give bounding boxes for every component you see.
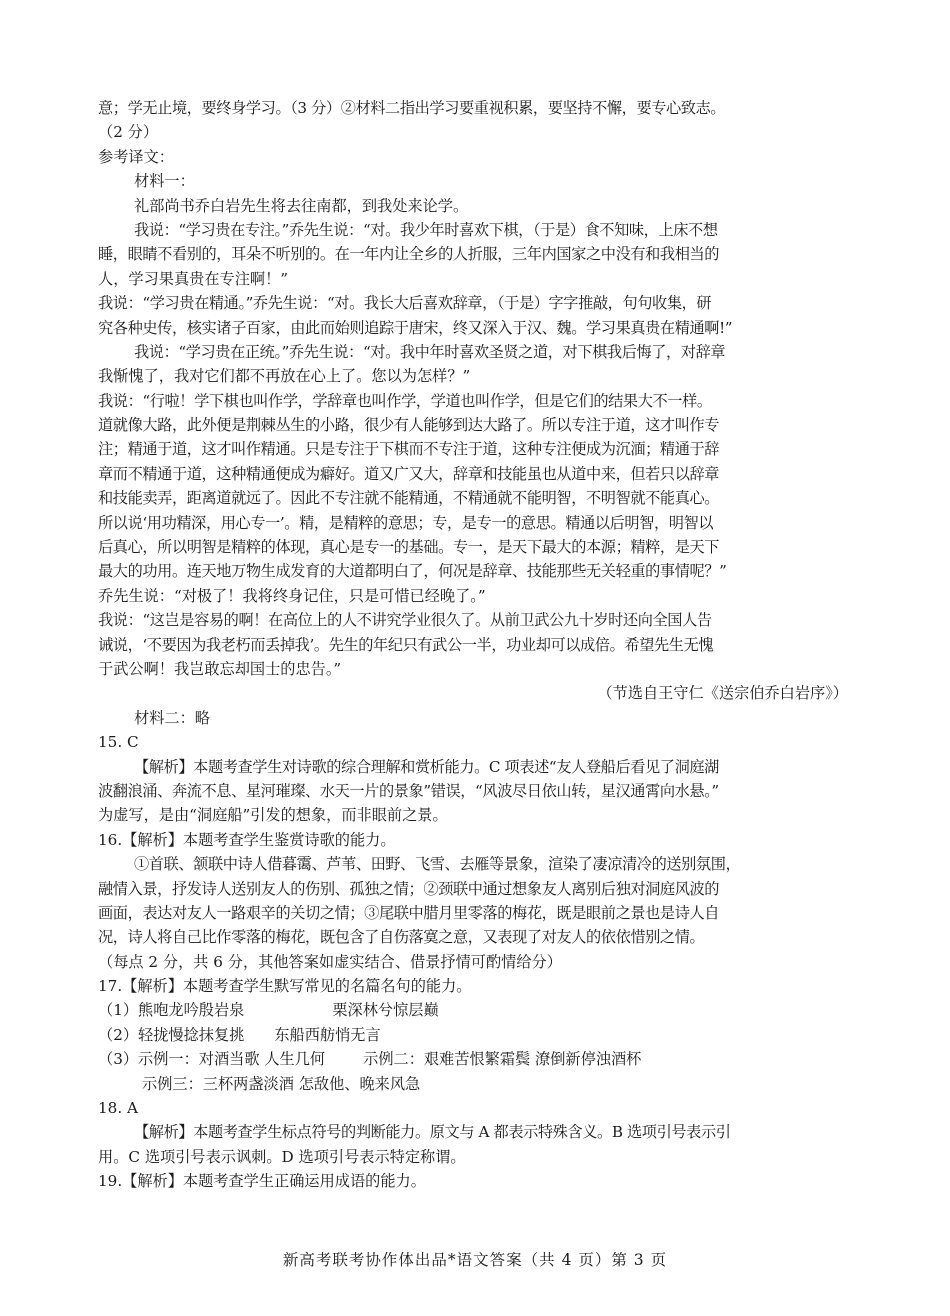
analysis-line: 【解析】本题考查学生标点符号的判断能力。原文与 A 都表示特殊含义。B 选项引号表示引 (134, 1123, 731, 1142)
answer-part: 示例二：艰难苦恨繁霜鬓 潦倒新停浊酒杯 (363, 1050, 642, 1069)
text-line: 诫说，‘不要因为我老朽而丢掉我’。先生的年纪只有武公一半，功业却可以成倍。希望先生无愧 (98, 635, 714, 654)
text-line: 后真心，所以明智是精粹的体现，真心是专一的基础。专一，是天下最大的本源；精粹，是天下 (98, 538, 720, 557)
text-line: 道就像大路，此外便是荆棘丛生的小路，很少有人能够到达大路了。所以专注于道，这才叫作专 (98, 416, 720, 435)
text-line: 章而不精通于道，这种精通便成为癖好。道又广又大，辞章和技能虽也从道中来，但若只以辞章 (98, 464, 720, 483)
text-line: 乔先生说：“对极了！我将终身记住，只是可惜已经晚了。” (98, 586, 486, 605)
text-line: 睡，眼睛不看别的，耳朵不听别的。在一年内让全乡的人折服，三年内国家之中没有和我相当的 (98, 245, 720, 264)
analysis-line: 况，诗人将自己比作零落的梅花，既包含了自伤落寞之意，又表现了对友人的依依惜别之情。 (98, 928, 705, 947)
text-line: 我说：“学习贵在专注。”乔先生说：“对。我少年时喜欢下棋，（于是）食不知味，上床不想 (134, 220, 718, 239)
source-citation: （节选自王守仁《送宗伯乔白岩序》） (597, 684, 848, 703)
text-line: 礼部尚书乔白岩先生将去往南都，到我处来论学。 (134, 196, 469, 215)
answer-part: （3）示例一：对酒当歌 人生几何 (98, 1050, 326, 1069)
text-line: 我说：“学习贵在精通。”乔先生说：“对。我长大后喜欢辞章，（于是）字字推敲，句句收集，研 (98, 294, 712, 313)
text-line: 于武公啊！我岂敢忘却国士的忠告。” (98, 659, 342, 678)
text-line: 和技能卖弄，距离道就远了。因此不专注就不能精通，不精通就不能明智，不明智就不能真心。 (98, 489, 720, 508)
answer-line (98, 998, 858, 1022)
question-number: 17.【解析】本题考查学生默写常见的名篇名句的能力。 (98, 977, 472, 996)
text-line: 人，学习果真贵在专注啊！” (98, 269, 289, 288)
analysis-line: ①首联、颔联中诗人借暮霭、芦苇、田野、飞雪、去雁等景象，渲染了凄凉清冷的送别氛围， (134, 855, 741, 874)
answer-line (98, 1023, 858, 1047)
text-line: 我惭愧了，我对它们都不再放在心上了。您以为怎样？” (98, 367, 471, 386)
document-body (98, 96, 858, 1194)
analysis-line: 融情入景，抒发诗人送别友人的伤别、孤独之情；②颈联中通过想象友人离别后独对洞庭风波的 (98, 879, 720, 898)
answer-part: 东船西舫悄无言 (274, 1025, 381, 1044)
material-heading: 材料一： (134, 172, 195, 191)
answer-line (98, 1047, 858, 1071)
page-footer: 新高考联考协作体出品*语文答案（共 4 页）第 3 页 (282, 1251, 668, 1269)
analysis-line: 用。C 选项引号表示讽刺。D 选项引号表示特定称谓。 (98, 1147, 466, 1166)
question-number: 19.【解析】本题考查学生正确运用成语的能力。 (98, 1172, 426, 1191)
text-line: 所以说‘用功精深，用心专一’。精，是精粹的意思；专，是专一的意思。精通以后明智，明智以 (98, 513, 714, 532)
text-line: 我说：“这岂是容易的啊！在高位上的人不讲究学业很久了。从前卫武公九十岁时还向全国人告 (98, 611, 712, 630)
text-line: 究各种史传，核实诸子百家，由此而始则追踪于唐宋，终又深入于汉、魏。学习果真贵在精通啊!” (98, 318, 733, 337)
scoring-note: （每点 2 分，共 6 分，其他答案如虚实结合、借景抒情可酌情给分） (98, 952, 562, 971)
answer-line: 示例三：三杯两盏淡酒 怎敌他、晚来风急 (142, 1074, 421, 1093)
material-heading: 材料二：略 (134, 708, 210, 727)
text-line: 意；学无止境，要终身学习。（3 分）②材料二指出学习要重视积累，要坚持不懈，要专心致志。 (98, 99, 726, 117)
question-number: 15. C (98, 733, 139, 752)
answer-part: （1）熊咆龙吟殷岩泉 (98, 1001, 245, 1020)
question-number: 16.【解析】本题考查学生鉴赏诗歌的能力。 (98, 830, 396, 849)
text-line: 最大的功用。连天地万物生成发育的大道都明白了，何况是辞章、技能那些无关轻重的事情呢？” (98, 562, 727, 581)
analysis-line: 为虚写，是由“洞庭船”引发的想象，而非眼前之景。 (98, 806, 448, 825)
text-line: 我说：“行啦！学下棋也叫作学，学辞章也叫作学，学道也叫作学，但是它们的结果大不一样。 (98, 391, 712, 410)
answer-part: （2）轻拢慢捻抹复挑 (98, 1025, 245, 1044)
text-line: 我说：“学习贵在正统。”乔先生说：“对。我中年时喜欢圣贤之道，对下棋我后悔了，对辞章 (134, 342, 726, 361)
question-number: 18. A (98, 1099, 138, 1118)
analysis-line: 波翻浪涌、奔流不息、星河璀璨、水天一片的景象”错误，“风波尽日依山转，星汉通霄向水悬。” (98, 781, 719, 800)
section-heading: 参考译文： (98, 147, 174, 166)
text-line: 注；精通于道，这才叫作精通。只是专注于下棋而不专注于道，这种专注便成为沉湎；精通于辞 (98, 440, 720, 459)
analysis-line: 【解析】本题考查学生对诗歌的综合理解和赏析能力。C 项表述“友人登船后看见了洞庭湖 (134, 757, 719, 776)
text-line: （2 分） (98, 123, 159, 142)
answer-part: 栗深林兮惊层巅 (332, 1001, 439, 1020)
analysis-line: 画面，表达对友人一路艰辛的关切之情；③尾联中腊月里零落的梅花，既是眼前之景也是诗人自 (98, 903, 720, 922)
